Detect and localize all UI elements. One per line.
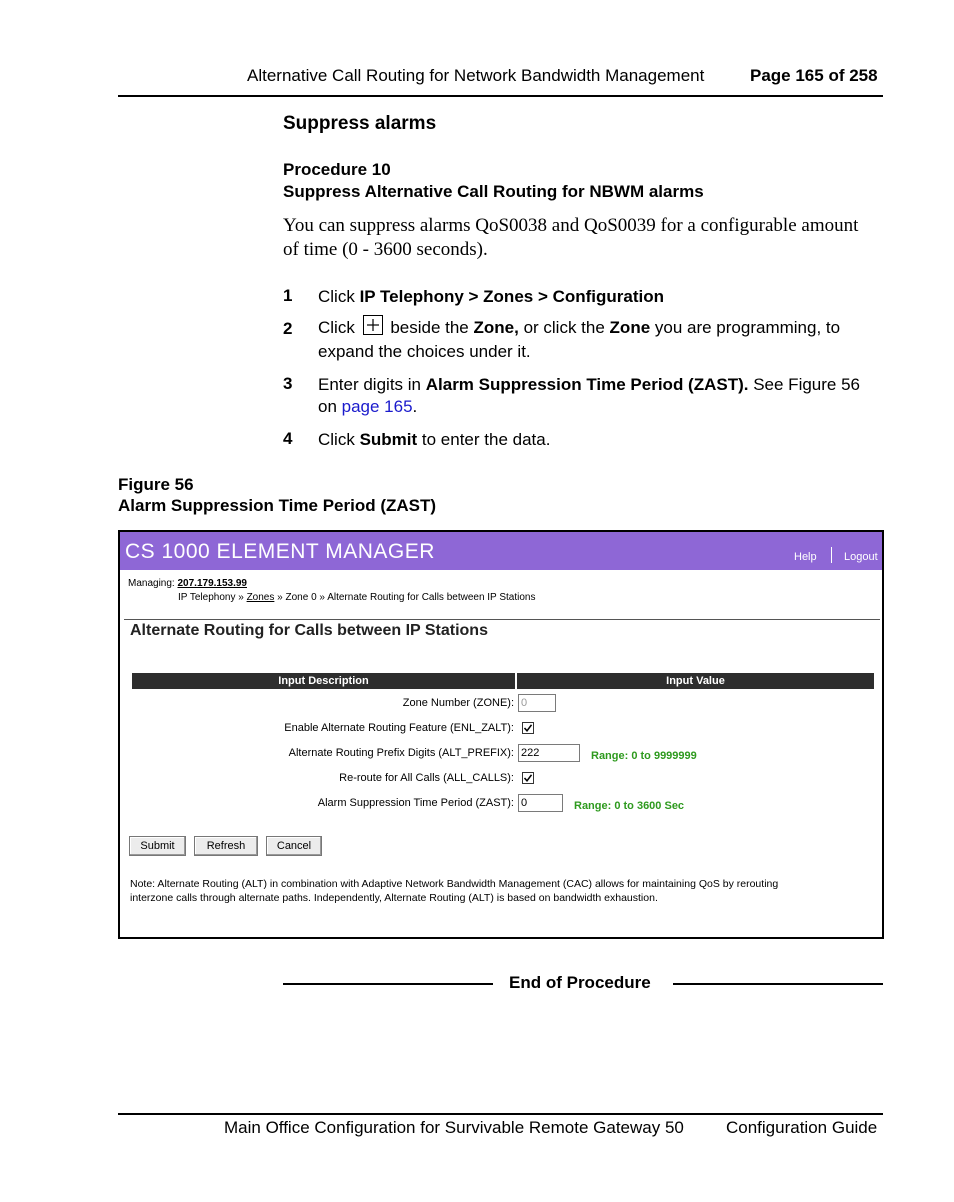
header-rule (118, 95, 883, 97)
managing-line: Managing: 207.179.153.99 (128, 578, 247, 589)
end-rule-right (673, 983, 883, 985)
step-1-text: Click IP Telephony > Zones > Configuration (318, 287, 665, 306)
footer-guide: Configuration Guide (726, 1118, 878, 1137)
column-header-value: Input Value (517, 673, 874, 689)
procedure-title: Suppress Alternative Call Routing for NBWM alarms (283, 182, 704, 201)
footer-doc-title: Main Office Configuration for Survivable Remote Gateway 50 (224, 1118, 684, 1137)
alt-prefix-range: Range: 0 to 9999999 (591, 750, 697, 762)
footer-rule (118, 1113, 883, 1115)
alt-prefix-label: Alternate Routing Prefix Digits (ALT_PREFIX): (288, 747, 514, 759)
step-4-number: 4 (283, 429, 293, 448)
procedure-number: Procedure 10 (283, 160, 391, 179)
zast-range: Range: 0 to 3600 Sec (574, 800, 685, 812)
figure-number: Figure 56 (118, 475, 194, 494)
page-title: Alternate Routing for Calls between IP Stations (130, 622, 488, 639)
page-number: Page 165 of 258 (750, 66, 878, 85)
breadcrumb: IP Telephony » Zones » Zone 0 » Alternate Routing for Calls between IP Stations (178, 592, 536, 603)
running-header-title: Alternative Call Routing for Network Bandwidth Management (247, 66, 705, 85)
nav-separator (831, 547, 832, 563)
enable-alt-routing-label: Enable Alternate Routing Feature (ENL_ZALT): (284, 722, 514, 734)
zone-number-input[interactable]: 0 (518, 694, 556, 712)
all-calls-label: Re-route for All Calls (ALL_CALLS): (339, 772, 514, 784)
all-calls-checkbox[interactable] (522, 772, 534, 784)
enable-alt-routing-checkbox[interactable] (522, 722, 534, 734)
zone-number-label: Zone Number (ZONE): (402, 697, 514, 709)
end-of-procedure: End of Procedure (509, 973, 651, 992)
help-link[interactable]: Help (794, 551, 817, 563)
cancel-button[interactable]: Cancel (266, 836, 322, 856)
step-2-text-cont: expand the choices under it. (318, 342, 531, 361)
managing-ip-link[interactable]: 207.179.153.99 (177, 578, 247, 589)
step-2-text: Click beside the Zone, or click the Zone you are programming, to (318, 314, 888, 341)
intro-line-2: of time (0 - 3600 seconds). (283, 239, 488, 260)
breadcrumb-divider (124, 619, 880, 620)
refresh-button[interactable]: Refresh (194, 836, 258, 856)
note-line-1: Note: Alternate Routing (ALT) in combination with Adaptive Network Bandwidth Management (CAC) allows for maintaining QoS by rerouting (130, 878, 779, 890)
note-line-2: interzone calls through alternate paths. Independently, Alternate Routing (ALT) is based on bandwidth exhaustion. (130, 892, 658, 904)
step-3-text: Enter digits in Alarm Suppression Time Period (ZAST). See Figure 56 (318, 375, 860, 394)
zast-input[interactable]: 0 (518, 794, 563, 812)
column-header-description: Input Description (132, 673, 515, 689)
plus-icon (363, 315, 383, 335)
logout-link[interactable]: Logout (844, 551, 878, 563)
breadcrumb-zones-link[interactable]: Zones (246, 592, 275, 603)
end-rule-left (283, 983, 493, 985)
app-title-bar (120, 532, 882, 570)
step-1-number: 1 (283, 286, 293, 305)
section-title: Suppress alarms (283, 113, 437, 134)
page-link[interactable]: page 165 (341, 397, 413, 416)
element-manager-screenshot (118, 530, 884, 939)
step-3-text-cont: on page 165. (318, 397, 418, 416)
alt-prefix-input[interactable]: 222 (518, 744, 580, 762)
step-3-number: 3 (283, 374, 293, 393)
figure-title: Alarm Suppression Time Period (ZAST) (118, 496, 437, 515)
zast-label: Alarm Suppression Time Period (ZAST): (317, 797, 514, 809)
submit-button[interactable]: Submit (129, 836, 186, 856)
intro-line-1: You can suppress alarms QoS0038 and QoS0039 for a configurable amount (283, 215, 859, 236)
app-title: CS 1000 ELEMENT MANAGER (125, 540, 435, 563)
step-4-text: Click Submit to enter the data. (318, 430, 551, 449)
step-2-number: 2 (283, 319, 293, 338)
